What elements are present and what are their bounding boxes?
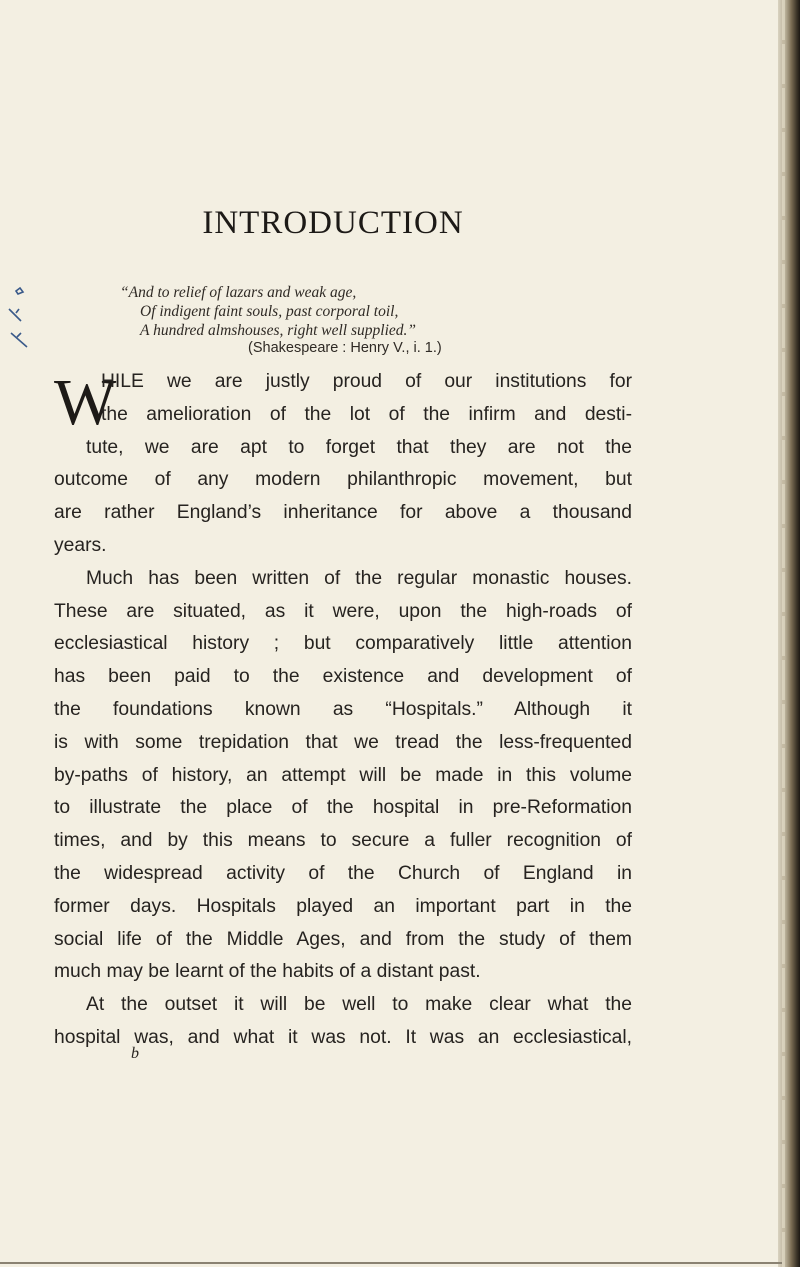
epigraph (120, 283, 540, 358)
text-line: Much has been written of the regular monastic houses. (86, 567, 632, 589)
text-line: HILE we are justly proud of our institutions for (101, 371, 632, 392)
epigraph-citation: (Shakespeare : Henry V., i. 1.) (248, 340, 442, 356)
epigraph-line: “And to relief of lazars and weak age, (120, 284, 357, 301)
body-text (54, 366, 632, 1055)
text-line: the amelioration of the lot of the infirm and desti- (101, 403, 632, 425)
text-line: hospital was, and what it was not. It was an ecclesiastical, (54, 1026, 632, 1048)
page-bottom-rule (0, 1262, 782, 1264)
epigraph-line: Of indigent faint souls, past corporal toil, (140, 303, 399, 320)
text-line: times, and by this means to secure a fuller recognition of (54, 830, 632, 852)
text-line: tute, we are apt to forget that they are not the (86, 436, 632, 458)
drop-cap: W (54, 366, 117, 439)
text-line: much may be learnt of the habits of a distant past. (54, 961, 481, 983)
text-line: ecclesiastical history ; but comparatively little attention (54, 633, 632, 655)
text-line: the widespread activity of the Church of England in (54, 862, 632, 884)
book-page-edge (778, 0, 800, 1267)
text-line: years. (54, 534, 107, 556)
pencil-margin-marks (2, 285, 40, 365)
text-line: the foundations known as “Hospitals.” Although it (54, 698, 632, 720)
epigraph-line: A hundred almshouses, right well supplied.” (140, 322, 416, 339)
text-line: are rather England’s inheritance for above a thousand (54, 502, 632, 524)
text-line: social life of the Middle Ages, and from the study of them (54, 928, 632, 950)
text-line: has been paid to the existence and development of (54, 666, 632, 688)
text-line: outcome of any modern philanthropic movement, but (54, 469, 632, 491)
text-line: to illustrate the place of the hospital in pre-Reformation (54, 797, 632, 819)
chapter-title: INTRODUCTION (202, 205, 464, 241)
text-line: by-paths of history, an attempt will be made in this volume (54, 764, 632, 786)
text-line: is with some trepidation that we tread the less-frequented (54, 731, 632, 753)
text-line: former days. Hospitals played an important part in the (54, 895, 632, 917)
text-line: At the outset it will be well to make clear what the (86, 994, 632, 1016)
text-line: These are situated, as it were, upon the high-roads of (54, 600, 632, 622)
signature-mark: b (131, 1045, 139, 1062)
